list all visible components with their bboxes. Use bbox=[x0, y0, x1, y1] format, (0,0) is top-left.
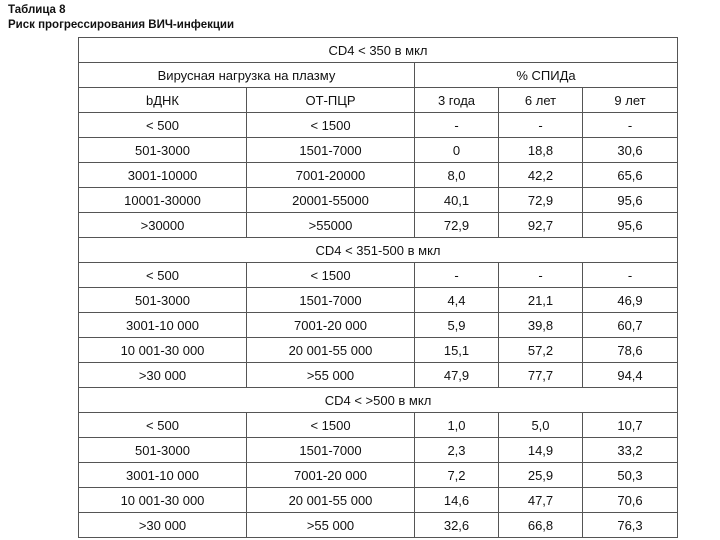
year-6-cell: 5,0 bbox=[499, 413, 583, 438]
year-9-cell: 95,6 bbox=[583, 188, 678, 213]
section-header-row bbox=[79, 38, 678, 63]
year-3-cell: 0 bbox=[415, 138, 499, 163]
year-9-cell: 30,6 bbox=[583, 138, 678, 163]
year-6-cell: 66,8 bbox=[499, 513, 583, 538]
year-6-cell: - bbox=[499, 113, 583, 138]
year-6-cell: 42,2 bbox=[499, 163, 583, 188]
year-3-cell: 1,0 bbox=[415, 413, 499, 438]
year-3-cell: 5,9 bbox=[415, 313, 499, 338]
section-title: CD4 < 350 в мкл bbox=[79, 38, 678, 63]
year-9-cell: 46,9 bbox=[583, 288, 678, 313]
bdna-cell: < 500 bbox=[79, 113, 247, 138]
bdna-cell: 10 001-30 000 bbox=[79, 338, 247, 363]
year-3-cell: 15,1 bbox=[415, 338, 499, 363]
bdna-cell: 501-3000 bbox=[79, 438, 247, 463]
bdna-cell: >30 000 bbox=[79, 513, 247, 538]
section-header-row bbox=[79, 238, 678, 263]
year-9-cell: 60,7 bbox=[583, 313, 678, 338]
year-6-cell: 92,7 bbox=[499, 213, 583, 238]
year-9-cell: 65,6 bbox=[583, 163, 678, 188]
bdna-cell: 3001-10 000 bbox=[79, 463, 247, 488]
pcr-cell: < 1500 bbox=[247, 113, 415, 138]
viral-load-header: Вирусная нагрузка на плазму bbox=[79, 63, 415, 88]
year-6-cell: 25,9 bbox=[499, 463, 583, 488]
year-3-cell: 2,3 bbox=[415, 438, 499, 463]
table-row bbox=[79, 363, 678, 388]
bdna-cell: >30000 bbox=[79, 213, 247, 238]
hiv-progression-table bbox=[78, 37, 678, 538]
pcr-cell: 20001-55000 bbox=[247, 188, 415, 213]
pcr-cell: 7001-20 000 bbox=[247, 463, 415, 488]
table-number: Таблица 8 bbox=[8, 4, 66, 16]
year-6-cell: 21,1 bbox=[499, 288, 583, 313]
bdna-cell: 10001-30000 bbox=[79, 188, 247, 213]
bdna-cell: < 500 bbox=[79, 263, 247, 288]
pcr-cell: 7001-20000 bbox=[247, 163, 415, 188]
table-caption bbox=[8, 3, 234, 33]
year-3-cell: 8,0 bbox=[415, 163, 499, 188]
year-6-header: 6 лет bbox=[499, 88, 583, 113]
year-9-cell: 33,2 bbox=[583, 438, 678, 463]
table-row bbox=[79, 113, 678, 138]
year-9-cell: - bbox=[583, 263, 678, 288]
table-row bbox=[79, 213, 678, 238]
table-row bbox=[79, 338, 678, 363]
section-title: CD4 < 351-500 в мкл bbox=[79, 238, 678, 263]
bdna-cell: < 500 bbox=[79, 413, 247, 438]
year-3-cell: 40,1 bbox=[415, 188, 499, 213]
table-row bbox=[79, 163, 678, 188]
pcr-cell: >55 000 bbox=[247, 513, 415, 538]
bdna-cell: 10 001-30 000 bbox=[79, 488, 247, 513]
table-row bbox=[79, 463, 678, 488]
year-3-cell: - bbox=[415, 113, 499, 138]
year-6-cell: 77,7 bbox=[499, 363, 583, 388]
year-6-cell: 18,8 bbox=[499, 138, 583, 163]
year-3-cell: 32,6 bbox=[415, 513, 499, 538]
year-6-cell: 72,9 bbox=[499, 188, 583, 213]
year-3-cell: 72,9 bbox=[415, 213, 499, 238]
pcr-cell: < 1500 bbox=[247, 413, 415, 438]
year-6-cell: 14,9 bbox=[499, 438, 583, 463]
year-9-cell: 50,3 bbox=[583, 463, 678, 488]
pcr-cell: 7001-20 000 bbox=[247, 313, 415, 338]
year-9-cell: 70,6 bbox=[583, 488, 678, 513]
year-6-cell: - bbox=[499, 263, 583, 288]
year-6-cell: 47,7 bbox=[499, 488, 583, 513]
section-header-row bbox=[79, 388, 678, 413]
pcr-cell: 20 001-55 000 bbox=[247, 488, 415, 513]
year-3-header: 3 года bbox=[415, 88, 499, 113]
pcr-cell: 1501-7000 bbox=[247, 288, 415, 313]
column-group-header-row bbox=[79, 63, 678, 88]
year-9-cell: 95,6 bbox=[583, 213, 678, 238]
table-row bbox=[79, 288, 678, 313]
year-3-cell: 47,9 bbox=[415, 363, 499, 388]
year-6-cell: 39,8 bbox=[499, 313, 583, 338]
table-row bbox=[79, 438, 678, 463]
rt-pcr-header: ОТ-ПЦР bbox=[247, 88, 415, 113]
table-title: Риск прогрессирования ВИЧ-инфекции bbox=[8, 19, 235, 31]
column-header-row bbox=[79, 88, 678, 113]
year-6-cell: 57,2 bbox=[499, 338, 583, 363]
year-9-cell: 94,4 bbox=[583, 363, 678, 388]
bdna-cell: 501-3000 bbox=[79, 288, 247, 313]
section-title: CD4 < >500 в мкл bbox=[79, 388, 678, 413]
pcr-cell: 1501-7000 bbox=[247, 138, 415, 163]
table-row bbox=[79, 413, 678, 438]
year-3-cell: 7,2 bbox=[415, 463, 499, 488]
pcr-cell: >55 000 bbox=[247, 363, 415, 388]
pcr-cell: 20 001-55 000 bbox=[247, 338, 415, 363]
year-9-cell: - bbox=[583, 113, 678, 138]
year-3-cell: 4,4 bbox=[415, 288, 499, 313]
pcr-cell: < 1500 bbox=[247, 263, 415, 288]
table-row bbox=[79, 313, 678, 338]
pcr-cell: 1501-7000 bbox=[247, 438, 415, 463]
table-row bbox=[79, 263, 678, 288]
aids-percent-header: % СПИДа bbox=[415, 63, 678, 88]
year-9-cell: 76,3 bbox=[583, 513, 678, 538]
bdna-header: bДНК bbox=[79, 88, 247, 113]
year-3-cell: - bbox=[415, 263, 499, 288]
bdna-cell: 3001-10000 bbox=[79, 163, 247, 188]
table-row bbox=[79, 138, 678, 163]
year-9-cell: 78,6 bbox=[583, 338, 678, 363]
bdna-cell: >30 000 bbox=[79, 363, 247, 388]
bdna-cell: 501-3000 bbox=[79, 138, 247, 163]
pcr-cell: >55000 bbox=[247, 213, 415, 238]
table-row bbox=[79, 513, 678, 538]
table-row bbox=[79, 188, 678, 213]
table-row bbox=[79, 488, 678, 513]
bdna-cell: 3001-10 000 bbox=[79, 313, 247, 338]
year-9-cell: 10,7 bbox=[583, 413, 678, 438]
year-3-cell: 14,6 bbox=[415, 488, 499, 513]
year-9-header: 9 лет bbox=[583, 88, 678, 113]
